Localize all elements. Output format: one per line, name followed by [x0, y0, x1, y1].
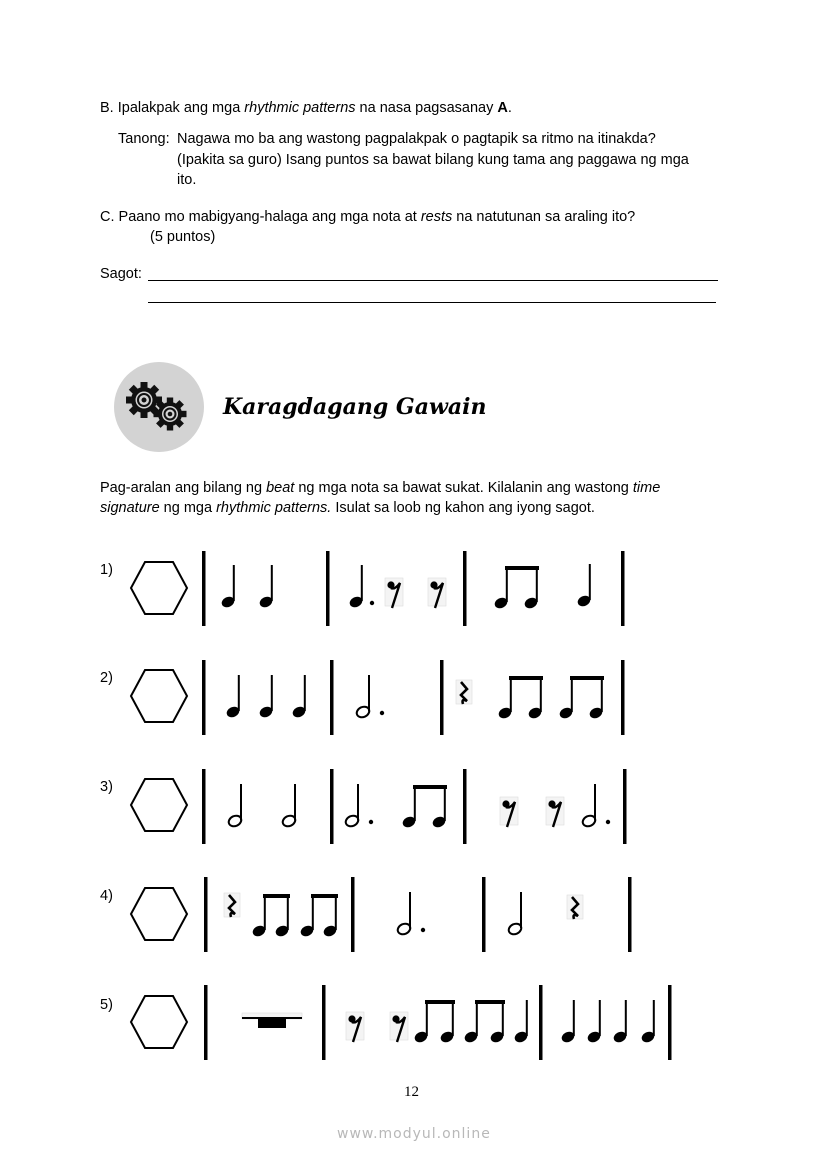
tanong-line-3: ito. [177, 172, 197, 188]
tanong-line-2: (Ipakita sa guro) Isang puntos sa bawat bilang kung tama ang paggawa ng mga [177, 152, 689, 168]
exercise-label-5: 5) [100, 997, 113, 1013]
tanong-label: Tanong: [118, 131, 170, 147]
answer-hexagon-2[interactable] [131, 670, 187, 722]
part-c-points: (5 puntos) [150, 229, 216, 245]
answer-label: Sagot: [100, 266, 142, 282]
answer-hexagon-3[interactable] [131, 779, 187, 831]
answer-hexagon-4[interactable] [131, 888, 187, 940]
instructions: Pag-aralan ang bilang ng beat ng mga nota sa bawat sukat. Kilalanin ang wastong time signature ng mga rhythmic patterns. Isulat sa loob ng kahon ang iyong sagot. [100, 480, 661, 516]
answer-hexagon-5[interactable] [131, 996, 187, 1048]
page-number: 12 [404, 1084, 419, 1100]
answer-hexagon-1[interactable] [131, 562, 187, 614]
section-title: Karagdagang Gawain [223, 394, 487, 420]
part-c-question: C. Paano mo mabigyang-halaga ang mga nota at rests na natutunan sa araling ito? [100, 209, 636, 225]
exercise-label-3: 3) [100, 779, 113, 795]
exercise-label-2: 2) [100, 670, 113, 686]
tanong-line-1: Nagawa mo ba ang wastong pagpalakpak o pagtapik sa ritmo na itinakda? [177, 131, 656, 147]
watermark: www.modyul.online [337, 1126, 491, 1142]
exercise-label-1: 1) [100, 562, 113, 578]
part-b-instruction: B. Ipalakpak ang mga rhythmic patterns na nasa pagsasanay A. [100, 100, 512, 116]
exercise-label-4: 4) [100, 888, 113, 904]
